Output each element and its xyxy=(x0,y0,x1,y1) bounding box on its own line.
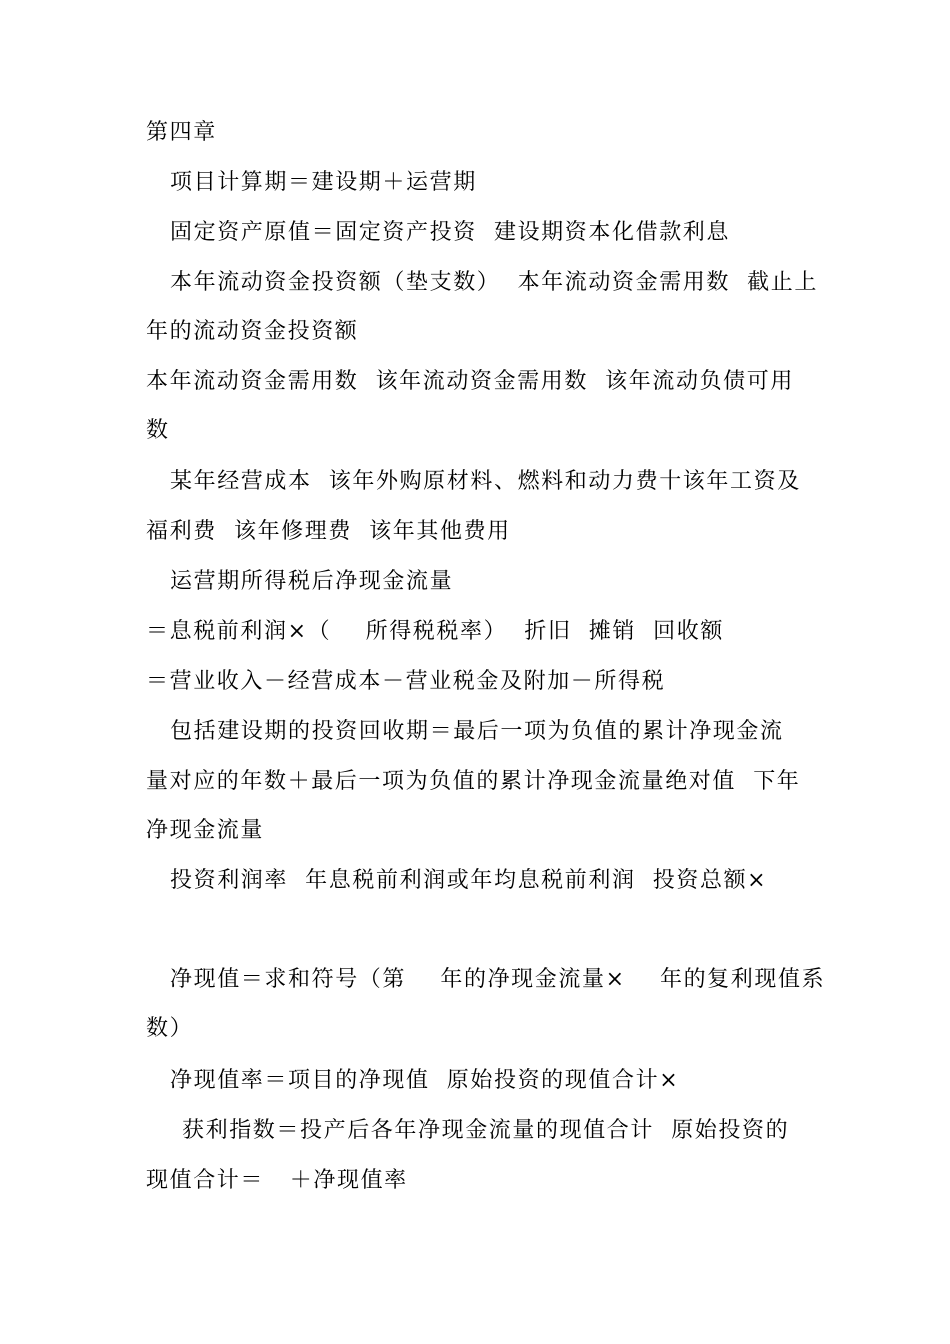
formula-operating-cost-line1: 某年经营成本 该年外购原材料、燃料和动力费十该年工资及 xyxy=(170,469,801,494)
formula-roi: 投资利润率 年息税前利润或年均息税前利润 投资总额× xyxy=(170,868,768,893)
formula-operating-cost-line2: 福利费 该年修理费 该年其他费用 xyxy=(146,519,511,544)
formula-npv-ratio: 净现值率＝项目的净现值 原始投资的现值合计× xyxy=(170,1068,680,1093)
formula-net-cash-flow-line2: ＝营业收入－经营成本－营业税金及附加－所得税 xyxy=(146,669,666,694)
formula-project-period: 项目计算期＝建设期＋运营期 xyxy=(170,170,477,195)
formula-net-cash-flow-line1: ＝息税前利润×（ 所得税税率） 折旧 摊销 回收额 xyxy=(146,619,724,644)
formula-payback-line1: 包括建设期的投资回收期＝最后一项为负值的累计净现金流 xyxy=(170,719,784,744)
formula-capital-need-line2: 数 xyxy=(146,418,170,443)
formula-payback-line3: 净现金流量 xyxy=(146,818,265,843)
formula-working-capital-line2: 年的流动资金投资额 xyxy=(146,319,359,344)
formula-fixed-asset-value: 固定资产原值＝固定资产投资 建设期资本化借款利息 xyxy=(170,220,730,245)
formula-net-cash-flow-title: 运营期所得税后净现金流量 xyxy=(170,569,454,594)
formula-profitability-index-line1: 获利指数＝投产后各年净现金流量的现值合计 原始投资的 xyxy=(182,1118,790,1143)
formula-payback-line2: 量对应的年数＋最后一项为负值的累计净现金流量绝对值 下年 xyxy=(146,769,801,794)
formula-capital-need-line1: 本年流动资金需用数 该年流动资金需用数 该年流动负债可用 xyxy=(146,369,794,394)
formula-profitability-index-line2: 现值合计＝ ＋净现值率 xyxy=(146,1168,408,1193)
chapter-title: 第四章 xyxy=(146,120,217,145)
formula-npv-line1: 净现值＝求和符号（第 年的净现金流量× 年的复利现值系 xyxy=(170,967,826,992)
formula-working-capital-line1: 本年流动资金投资额（垫支数） 本年流动资金需用数 截止上 xyxy=(170,270,818,295)
formula-npv-line2: 数） xyxy=(146,1016,194,1041)
